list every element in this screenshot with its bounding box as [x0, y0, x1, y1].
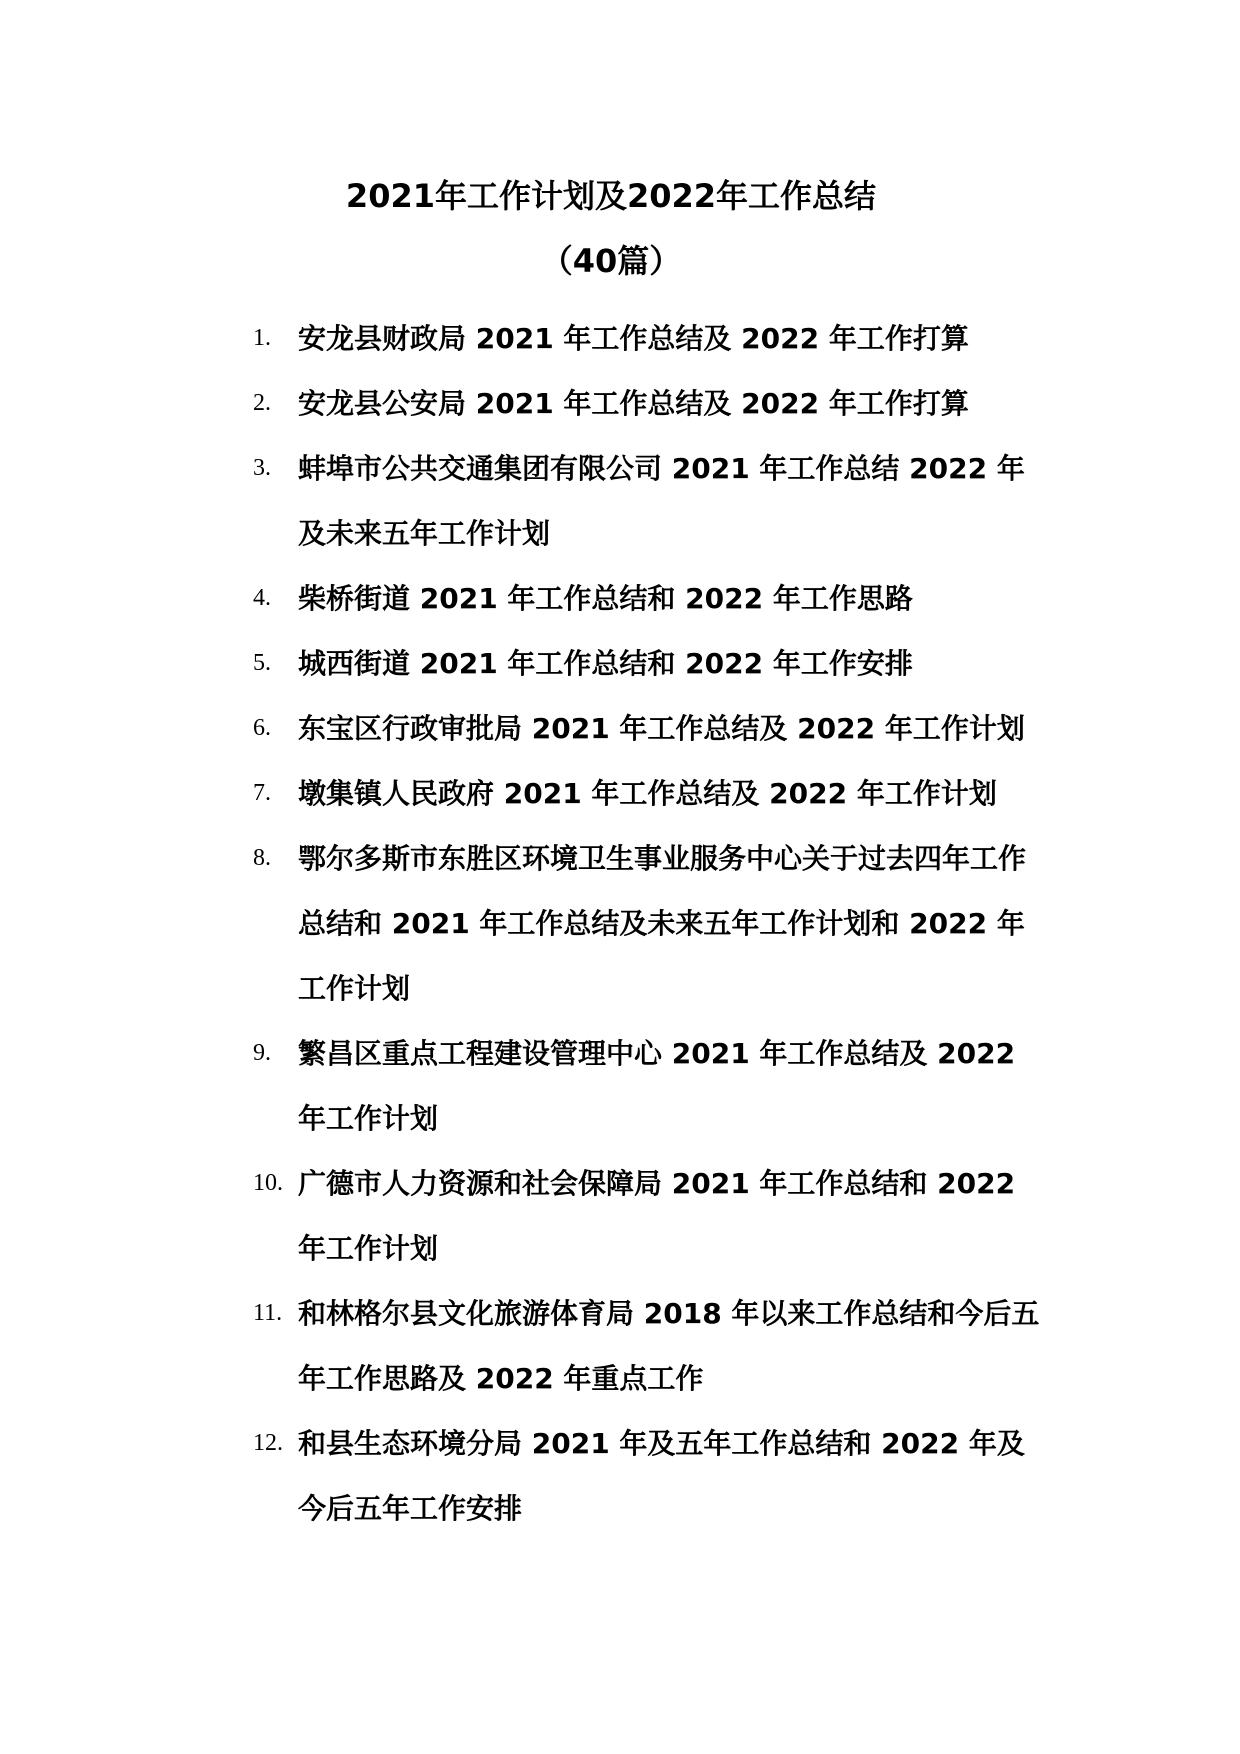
document-subtitle: （40篇）: [540, 242, 682, 280]
toc-item: [250, 371, 1050, 436]
toc-item: [250, 696, 1050, 761]
toc-item-number: 4.: [253, 585, 271, 611]
toc-item-number: 3.: [253, 455, 271, 481]
document-title: 2021年工作计划及2022年工作总结: [345, 177, 877, 215]
toc-item-number: 2.: [253, 390, 271, 416]
toc-item: [250, 826, 1050, 1021]
toc-item-text: 鄂尔多斯市东胜区环境卫生事业服务中心关于过去四年工作总结和 2021 年工作总结及未来五年工作计划和 2022 年工作计划: [298, 842, 1027, 1005]
toc-item: [250, 566, 1050, 631]
toc-item: [250, 631, 1050, 696]
toc-item-number: 9.: [253, 1040, 271, 1066]
toc-item-number: 8.: [253, 845, 271, 871]
toc-item-number: 11.: [253, 1300, 283, 1326]
toc-item-text: 广德市人力资源和社会保障局 2021 年工作总结和 2022 年工作计划: [298, 1167, 1016, 1265]
toc-item-text: 繁昌区重点工程建设管理中心 2021 年工作总结及 2022 年工作计划: [298, 1037, 1016, 1135]
toc-item: [250, 306, 1050, 371]
toc-item-text: 东宝区行政审批局 2021 年工作总结及 2022 年工作计划: [298, 712, 1025, 745]
toc-item: [250, 1411, 1050, 1541]
toc-item-text: 蚌埠市公共交通集团有限公司 2021 年工作总结 2022 年及未来五年工作计划: [298, 452, 1025, 550]
toc-item-number: 7.: [253, 780, 271, 806]
toc-item: [250, 1151, 1050, 1281]
toc-item-text: 城西街道 2021 年工作总结和 2022 年工作安排: [298, 647, 913, 680]
toc-item-text: 柴桥街道 2021 年工作总结和 2022 年工作思路: [298, 582, 913, 615]
toc-item-number: 10.: [253, 1170, 283, 1196]
table-of-contents: [250, 306, 1050, 1541]
toc-item-text: 安龙县财政局 2021 年工作总结及 2022 年工作打算: [298, 322, 969, 355]
toc-item: [250, 436, 1050, 566]
toc-item-text: 和林格尔县文化旅游体育局 2018 年以来工作总结和今后五年工作思路及 2022 年重点工作: [298, 1297, 1040, 1395]
toc-item-number: 12.: [253, 1430, 283, 1456]
toc-item-number: 5.: [253, 650, 271, 676]
toc-item: [250, 1281, 1050, 1411]
toc-item-number: 6.: [253, 715, 271, 741]
toc-item-text: 安龙县公安局 2021 年工作总结及 2022 年工作打算: [298, 387, 969, 420]
toc-item-text: 和县生态环境分局 2021 年及五年工作总结和 2022 年及今后五年工作安排: [298, 1427, 1025, 1525]
toc-item: [250, 761, 1050, 826]
toc-item-number: 1.: [253, 325, 271, 351]
toc-item: [250, 1021, 1050, 1151]
toc-item-text: 墩集镇人民政府 2021 年工作总结及 2022 年工作计划: [298, 777, 997, 810]
